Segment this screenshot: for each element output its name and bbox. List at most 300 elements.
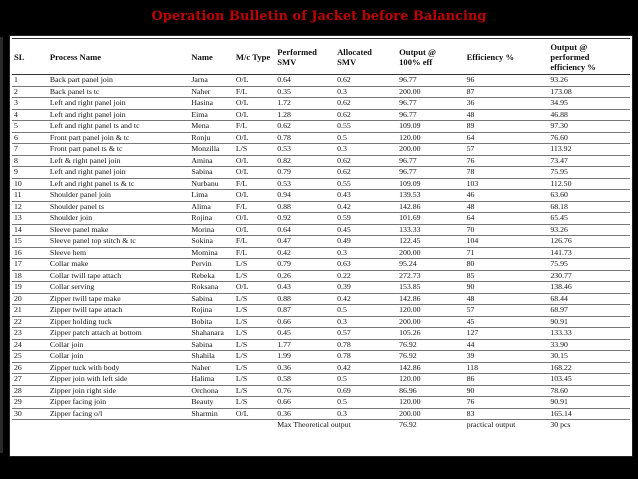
cell-mc-type: O/L: [234, 132, 275, 144]
cell-sl: 16: [12, 247, 48, 259]
table-row: [12, 75, 630, 87]
col-header-output-100: Output @ 100% eff: [397, 39, 464, 75]
cell-output-performed: 230.77: [548, 270, 630, 282]
cell-name: Lima: [189, 190, 234, 202]
cell-output-100: 105.26: [397, 328, 464, 340]
cell-name: Pervin: [189, 259, 234, 271]
cell-mc-type: F/L: [234, 247, 275, 259]
cell-performed-smv: 0.62: [275, 121, 335, 133]
max-theoretical-value: 76.92: [399, 420, 417, 430]
cell-process: Shoulder panel ts: [48, 201, 189, 213]
table-row: [12, 374, 630, 386]
cell-mc-type: F/L: [234, 236, 275, 248]
cell-output-100: 86.96: [397, 385, 464, 397]
table-row: [12, 293, 630, 305]
cell-mc-type: L/S: [234, 397, 275, 409]
cell-output-performed: 75.95: [548, 259, 630, 271]
table-row: [12, 408, 630, 420]
cell-output-100: 95.24: [397, 259, 464, 271]
cell-mc-type: O/L: [234, 224, 275, 236]
table-row: [12, 190, 630, 202]
cell-output-performed: 75.95: [548, 167, 630, 179]
cell-efficiency: 64: [465, 132, 549, 144]
cell-allocated-smv: 0.3: [335, 86, 397, 98]
cell-process: Left & right panel join: [48, 155, 189, 167]
table-row: [12, 109, 630, 121]
cell-name: Nurbanu: [189, 178, 234, 190]
cell-mc-type: O/L: [234, 155, 275, 167]
cell-performed-smv: 0.45: [275, 328, 335, 340]
cell-process: Collar join: [48, 351, 189, 363]
cell-performed-smv: 0.78: [275, 132, 335, 144]
cell-sl: 20: [12, 293, 48, 305]
cell-sl: 30: [12, 408, 48, 420]
table-row: [12, 144, 630, 156]
table-row: [12, 167, 630, 179]
cell-allocated-smv: 0.62: [335, 75, 397, 87]
cell-performed-smv: 0.53: [275, 178, 335, 190]
cell-mc-type: L/S: [234, 305, 275, 317]
cell-efficiency: 48: [465, 109, 549, 121]
cell-performed-smv: 0.66: [275, 397, 335, 409]
cell-output-performed: 76.60: [548, 132, 630, 144]
cell-output-performed: 33.90: [548, 339, 630, 351]
table-row: [12, 305, 630, 317]
cell-sl: 26: [12, 362, 48, 374]
cell-process: Zipper facing join: [48, 397, 189, 409]
cell-output-100: 96.77: [397, 98, 464, 110]
cell-mc-type: O/L: [234, 408, 275, 420]
cell-output-performed: 93.26: [548, 75, 630, 87]
cell-allocated-smv: 0.49: [335, 236, 397, 248]
cell-efficiency: 87: [465, 86, 549, 98]
cell-mc-type: O/L: [234, 190, 275, 202]
table-row: [12, 351, 630, 363]
cell-sl: 25: [12, 351, 48, 363]
cell-output-100: 96.77: [397, 109, 464, 121]
cell-output-performed: 141.73: [548, 247, 630, 259]
cell-allocated-smv: 0.59: [335, 213, 397, 225]
cell-allocated-smv: 0.62: [335, 98, 397, 110]
cell-sl: 15: [12, 236, 48, 248]
cell-output-performed: 30.15: [548, 351, 630, 363]
cell-name: Naher: [189, 362, 234, 374]
cell-name: Shahila: [189, 351, 234, 363]
cell-output-performed: 173.08: [548, 86, 630, 98]
cell-process: Zipper join right side: [48, 385, 189, 397]
cell-sl: 5: [12, 121, 48, 133]
cell-name: Sabina: [189, 167, 234, 179]
cell-process: Left and right panel join: [48, 167, 189, 179]
document-edge: [0, 37, 3, 453]
cell-performed-smv: 0.94: [275, 190, 335, 202]
cell-output-100: 122.45: [397, 236, 464, 248]
cell-allocated-smv: 0.78: [335, 339, 397, 351]
cell-mc-type: O/L: [234, 282, 275, 294]
cell-name: Bobita: [189, 316, 234, 328]
cell-performed-smv: 0.66: [275, 316, 335, 328]
cell-process: Left and right panel join: [48, 109, 189, 121]
cell-output-100: 109.09: [397, 121, 464, 133]
cell-output-performed: 113.92: [548, 144, 630, 156]
col-header-sl: SL: [12, 39, 48, 75]
table-row: [12, 132, 630, 144]
cell-process: Zipper join with left side: [48, 374, 189, 386]
cell-efficiency: 85: [465, 270, 549, 282]
cell-name: Sabina: [189, 339, 234, 351]
cell-performed-smv: 0.47: [275, 236, 335, 248]
table-row: [12, 247, 630, 259]
cell-output-performed: 46.88: [548, 109, 630, 121]
cell-process: Zipper twill tape make: [48, 293, 189, 305]
cell-performed-smv: 0.88: [275, 293, 335, 305]
cell-process: Front part panel ts & tc: [48, 144, 189, 156]
cell-name: Morina: [189, 224, 234, 236]
cell-sl: 4: [12, 109, 48, 121]
cell-output-performed: 97.30: [548, 121, 630, 133]
cell-allocated-smv: 0.22: [335, 270, 397, 282]
cell-output-performed: 90.91: [548, 316, 630, 328]
col-header-output-performed: Output @ performed efficiency %: [548, 39, 630, 75]
cell-mc-type: F/L: [234, 178, 275, 190]
cell-mc-type: O/L: [234, 167, 275, 179]
cell-process: Left and right panel join: [48, 98, 189, 110]
cell-output-100: 142.86: [397, 201, 464, 213]
cell-allocated-smv: 0.3: [335, 144, 397, 156]
cell-output-performed: 68.44: [548, 293, 630, 305]
table-row: [12, 282, 630, 294]
table-footer-row: [12, 420, 630, 431]
cell-mc-type: L/S: [234, 316, 275, 328]
cell-efficiency: 48: [465, 201, 549, 213]
table-row: [12, 224, 630, 236]
cell-mc-type: L/S: [234, 293, 275, 305]
cell-output-100: 101.69: [397, 213, 464, 225]
table-row: [12, 86, 630, 98]
cell-process: Back part panel join: [48, 75, 189, 87]
cell-mc-type: F/L: [234, 201, 275, 213]
cell-performed-smv: 1.72: [275, 98, 335, 110]
cell-allocated-smv: 0.5: [335, 397, 397, 409]
cell-output-100: 272.73: [397, 270, 464, 282]
cell-performed-smv: 1.77: [275, 339, 335, 351]
cell-allocated-smv: 0.63: [335, 259, 397, 271]
cell-output-performed: 65.45: [548, 213, 630, 225]
cell-sl: 17: [12, 259, 48, 271]
cell-efficiency: 86: [465, 374, 549, 386]
col-header-mc-type: M/c Type: [234, 39, 275, 75]
cell-process: Shoulder join: [48, 213, 189, 225]
cell-output-performed: 165.14: [548, 408, 630, 420]
cell-sl: 13: [12, 213, 48, 225]
cell-name: Halima: [189, 374, 234, 386]
cell-output-100: 139.53: [397, 190, 464, 202]
cell-process: Shoulder panel join: [48, 190, 189, 202]
cell-allocated-smv: 0.3: [335, 247, 397, 259]
table-row: [12, 397, 630, 409]
cell-efficiency: 96: [465, 75, 549, 87]
col-header-process: Process Name: [48, 39, 189, 75]
cell-mc-type: O/L: [234, 213, 275, 225]
cell-name: Mena: [189, 121, 234, 133]
cell-mc-type: F/L: [234, 86, 275, 98]
cell-allocated-smv: 0.62: [335, 167, 397, 179]
table-row: [12, 270, 630, 282]
practical-output-value: 30 pcs: [550, 420, 571, 430]
cell-sl: 7: [12, 144, 48, 156]
cell-output-100: 200.00: [397, 408, 464, 420]
cell-allocated-smv: 0.3: [335, 316, 397, 328]
cell-output-100: 120.00: [397, 305, 464, 317]
cell-mc-type: L/S: [234, 339, 275, 351]
cell-performed-smv: 0.36: [275, 408, 335, 420]
cell-name: Beauty: [189, 397, 234, 409]
cell-output-performed: 73.47: [548, 155, 630, 167]
cell-name: Monzilla: [189, 144, 234, 156]
cell-sl: 27: [12, 374, 48, 386]
cell-output-performed: 68.18: [548, 201, 630, 213]
cell-efficiency: 64: [465, 213, 549, 225]
table-row: [12, 201, 630, 213]
cell-allocated-smv: 0.39: [335, 282, 397, 294]
cell-mc-type: L/S: [234, 328, 275, 340]
cell-output-100: 76.92: [397, 351, 464, 363]
cell-allocated-smv: 0.45: [335, 224, 397, 236]
cell-name: Sokina: [189, 236, 234, 248]
col-header-performed-smv: Performed SMV: [275, 39, 335, 75]
cell-efficiency: 90: [465, 385, 549, 397]
cell-name: Rojina: [189, 305, 234, 317]
cell-output-performed: 93.26: [548, 224, 630, 236]
table-row: [12, 339, 630, 351]
table-row: [12, 362, 630, 374]
cell-output-100: 153.85: [397, 282, 464, 294]
cell-efficiency: 48: [465, 293, 549, 305]
cell-efficiency: 83: [465, 408, 549, 420]
cell-process: Sleeve panel make: [48, 224, 189, 236]
cell-name: Amina: [189, 155, 234, 167]
cell-output-100: 200.00: [397, 86, 464, 98]
cell-output-100: 96.77: [397, 155, 464, 167]
cell-allocated-smv: 0.69: [335, 385, 397, 397]
cell-performed-smv: 0.79: [275, 259, 335, 271]
cell-allocated-smv: 0.55: [335, 178, 397, 190]
cell-process: Zipper twill tape attach: [48, 305, 189, 317]
cell-efficiency: 46: [465, 190, 549, 202]
cell-performed-smv: 0.53: [275, 144, 335, 156]
cell-performed-smv: 0.76: [275, 385, 335, 397]
cell-allocated-smv: 0.57: [335, 328, 397, 340]
cell-sl: 14: [12, 224, 48, 236]
cell-output-performed: 90.91: [548, 397, 630, 409]
cell-name: Rojina: [189, 213, 234, 225]
cell-process: Collar serving: [48, 282, 189, 294]
cell-sl: 12: [12, 201, 48, 213]
cell-efficiency: 45: [465, 316, 549, 328]
cell-sl: 24: [12, 339, 48, 351]
table-row: [12, 259, 630, 271]
cell-sl: 18: [12, 270, 48, 282]
cell-name: Rebeka: [189, 270, 234, 282]
cell-allocated-smv: 0.55: [335, 121, 397, 133]
cell-efficiency: 103: [465, 178, 549, 190]
cell-name: Sabina: [189, 293, 234, 305]
cell-process: Collar join: [48, 339, 189, 351]
cell-output-performed: 78.60: [548, 385, 630, 397]
table-row: [12, 385, 630, 397]
cell-efficiency: 39: [465, 351, 549, 363]
cell-name: Eima: [189, 109, 234, 121]
cell-name: Jarna: [189, 75, 234, 87]
cell-output-performed: 63.60: [548, 190, 630, 202]
cell-efficiency: 70: [465, 224, 549, 236]
cell-performed-smv: 0.64: [275, 75, 335, 87]
cell-allocated-smv: 0.78: [335, 351, 397, 363]
cell-performed-smv: 0.64: [275, 224, 335, 236]
cell-performed-smv: 0.42: [275, 247, 335, 259]
cell-output-100: 96.77: [397, 167, 464, 179]
cell-performed-smv: 0.82: [275, 155, 335, 167]
cell-sl: 10: [12, 178, 48, 190]
cell-sl: 29: [12, 397, 48, 409]
cell-name: Momina: [189, 247, 234, 259]
cell-performed-smv: 1.28: [275, 109, 335, 121]
cell-allocated-smv: 0.5: [335, 132, 397, 144]
cell-performed-smv: 0.88: [275, 201, 335, 213]
cell-efficiency: 57: [465, 305, 549, 317]
cell-efficiency: 90: [465, 282, 549, 294]
cell-efficiency: 76: [465, 397, 549, 409]
table-row: [12, 316, 630, 328]
table-row: [12, 155, 630, 167]
cell-process: Collar twill tape attach: [48, 270, 189, 282]
table-header-row: [12, 39, 630, 75]
cell-performed-smv: 1.99: [275, 351, 335, 363]
cell-sl: 19: [12, 282, 48, 294]
cell-output-performed: 112.50: [548, 178, 630, 190]
cell-mc-type: O/L: [234, 109, 275, 121]
cell-sl: 3: [12, 98, 48, 110]
cell-sl: 28: [12, 385, 48, 397]
cell-mc-type: L/S: [234, 362, 275, 374]
cell-mc-type: L/S: [234, 259, 275, 271]
cell-mc-type: L/S: [234, 351, 275, 363]
cell-output-performed: 68.97: [548, 305, 630, 317]
table-row: [12, 121, 630, 133]
cell-efficiency: 118: [465, 362, 549, 374]
cell-process: Collar make: [48, 259, 189, 271]
cell-output-100: 142.86: [397, 362, 464, 374]
cell-mc-type: L/S: [234, 144, 275, 156]
col-header-efficiency: Efficiency %: [465, 39, 549, 75]
cell-allocated-smv: 0.5: [335, 374, 397, 386]
cell-efficiency: 36: [465, 98, 549, 110]
cell-output-100: 200.00: [397, 144, 464, 156]
cell-name: Ronju: [189, 132, 234, 144]
cell-process: Left and right panel ts and tc: [48, 121, 189, 133]
cell-output-100: 120.00: [397, 397, 464, 409]
table-row: [12, 98, 630, 110]
cell-mc-type: L/S: [234, 270, 275, 282]
cell-performed-smv: 0.87: [275, 305, 335, 317]
cell-sl: 8: [12, 155, 48, 167]
cell-allocated-smv: 0.42: [335, 293, 397, 305]
cell-name: Shahanara: [189, 328, 234, 340]
cell-performed-smv: 0.35: [275, 86, 335, 98]
table-row: [12, 178, 630, 190]
cell-output-100: 109.09: [397, 178, 464, 190]
cell-name: Roksana: [189, 282, 234, 294]
cell-allocated-smv: 0.42: [335, 362, 397, 374]
cell-process: Left and right panel ts & tc: [48, 178, 189, 190]
cell-performed-smv: 0.79: [275, 167, 335, 179]
cell-efficiency: 76: [465, 155, 549, 167]
cell-output-100: 120.00: [397, 374, 464, 386]
bulletin-document: [9, 35, 633, 457]
col-header-allocated-smv: Allocated SMV: [335, 39, 397, 75]
table-body: [12, 75, 630, 431]
table-row: [12, 213, 630, 225]
cell-performed-smv: 0.43: [275, 282, 335, 294]
cell-output-100: 200.00: [397, 247, 464, 259]
cell-allocated-smv: 0.62: [335, 109, 397, 121]
cell-sl: 6: [12, 132, 48, 144]
cell-output-performed: 133.33: [548, 328, 630, 340]
operation-bulletin-table: [12, 38, 630, 431]
cell-name: Alima: [189, 201, 234, 213]
cell-sl: 22: [12, 316, 48, 328]
cell-mc-type: L/S: [234, 374, 275, 386]
cell-output-performed: 34.95: [548, 98, 630, 110]
cell-output-100: 120.00: [397, 132, 464, 144]
cell-efficiency: 71: [465, 247, 549, 259]
cell-process: Zipper patch attach at bottom: [48, 328, 189, 340]
cell-mc-type: O/L: [234, 75, 275, 87]
cell-efficiency: 44: [465, 339, 549, 351]
cell-allocated-smv: 0.62: [335, 155, 397, 167]
cell-efficiency: 57: [465, 144, 549, 156]
cell-process: Sleeve panel top stitch & tc: [48, 236, 189, 248]
cell-sl: 11: [12, 190, 48, 202]
cell-output-performed: 103.45: [548, 374, 630, 386]
max-theoretical-label: Max Theoretical output: [277, 420, 351, 430]
cell-process: Front part panel join & tc: [48, 132, 189, 144]
col-header-name: Name: [189, 39, 234, 75]
slide-title: Operation Bulletin of Jacket before Balancing: [151, 9, 487, 24]
cell-name: Hasina: [189, 98, 234, 110]
cell-output-performed: 168.22: [548, 362, 630, 374]
cell-performed-smv: 0.92: [275, 213, 335, 225]
footer-spacer: [12, 420, 275, 431]
cell-output-performed: 126.76: [548, 236, 630, 248]
cell-output-100: 200.00: [397, 316, 464, 328]
cell-name: Naher: [189, 86, 234, 98]
cell-efficiency: 104: [465, 236, 549, 248]
cell-output-100: 142.86: [397, 293, 464, 305]
cell-sl: 1: [12, 75, 48, 87]
cell-output-100: 133.33: [397, 224, 464, 236]
cell-name: Sharmin: [189, 408, 234, 420]
cell-output-100: 76.92: [397, 339, 464, 351]
cell-name: Orchona: [189, 385, 234, 397]
table-row: [12, 236, 630, 248]
cell-mc-type: O/L: [234, 98, 275, 110]
cell-output-100: 96.77: [397, 75, 464, 87]
cell-mc-type: L/S: [234, 385, 275, 397]
cell-process: Zipper holding tuck: [48, 316, 189, 328]
cell-allocated-smv: 0.3: [335, 408, 397, 420]
cell-performed-smv: 0.58: [275, 374, 335, 386]
